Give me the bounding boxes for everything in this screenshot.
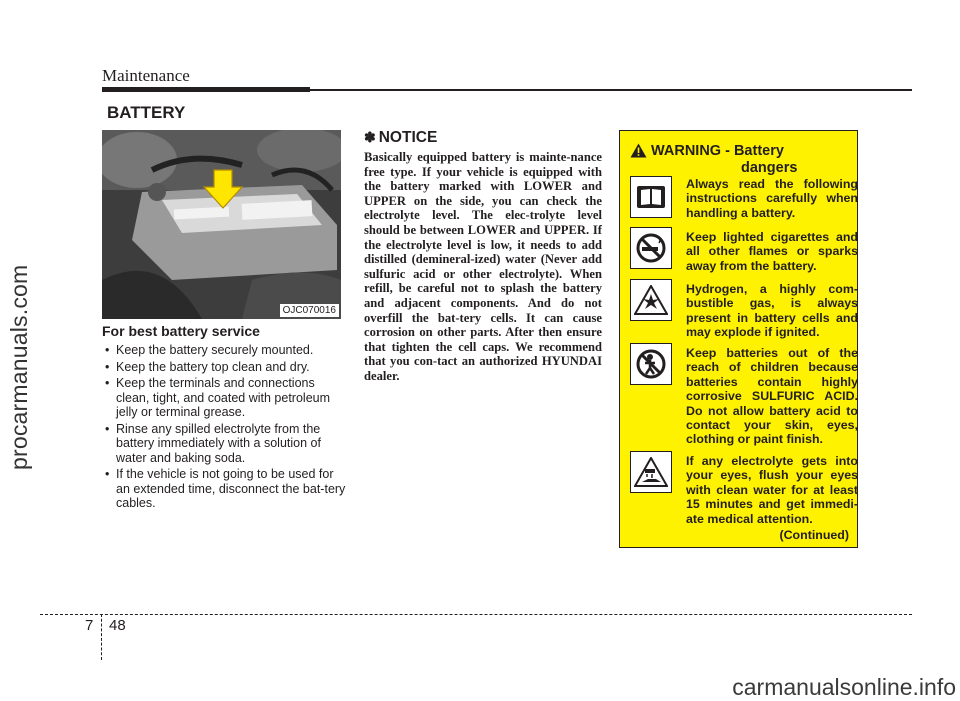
bullet-icon: • <box>105 467 110 481</box>
bullet-icon: • <box>105 359 110 374</box>
list-item: • Keep the battery securely mounted. <box>105 343 314 357</box>
continued-label: (Continued) <box>779 528 849 542</box>
acid-hazard-icon <box>630 451 672 493</box>
engine-bay-illustration <box>102 130 341 319</box>
page-number: 48 <box>109 617 126 634</box>
keep-away-children-icon <box>630 343 672 385</box>
battery-photo <box>102 130 341 319</box>
warning-triangle-icon <box>630 143 647 158</box>
warning-text: If any electrolyte gets into your eyes, flush your eyes with clean water for at least 15 minutes and get immedi-ate medical attention. <box>686 454 858 526</box>
watermark-side[interactable]: procarmanuals.com <box>6 264 32 470</box>
bullet-icon: • <box>105 421 110 436</box>
list-item: • Keep the terminals and connections clean, tight, and coated with petroleum jelly or terminal grease. <box>105 376 331 419</box>
warning-text: Hydrogen, a highly com-bustible gas, is always present in battery cells and may explode if ignited. <box>686 282 858 340</box>
service-heading: For best battery service <box>102 323 260 339</box>
notice-text: Basically equipped battery is mainte-nance free type. If your vehicle is equipped with the battery marked with LOWER and UPPER on the side, you can check the electrolyte level. The elec-trolyte level should be between LOWER and UPPER. If the electrolyte level is low, it needs to add distilled (demineral-ized) water (Never add sulfuric acid or other electrolyte). When refill, be careful not to splash the battery and adjacent components. And do not overfill the bat-tery cells. It can cause corrosion on other parts. After then ensure that tighten the cell caps. We recommend that you con-tact an authorized HYUNDAI dealer. <box>364 150 602 383</box>
battery-heading: BATTERY <box>107 103 186 122</box>
footer-divider <box>101 614 102 660</box>
photo-code: OJC070016 <box>280 304 339 317</box>
watermark-bottom[interactable]: carmanualsonline.info <box>732 674 956 700</box>
no-smoking-icon <box>630 227 672 269</box>
notice-star-icon: ✽ <box>364 129 376 145</box>
warning-text: Keep lighted cigarettes and all other flames or sparks away from the battery. <box>686 230 858 273</box>
warning-text: Always read the following instructions carefully when handling a battery. <box>686 177 858 220</box>
list-item: • If the vehicle is not going to be used for an extended time, disconnect the bat-tery cables. <box>105 467 346 510</box>
bullet-icon: • <box>105 343 110 357</box>
warning-box <box>619 130 858 548</box>
section-header: Maintenance <box>102 66 190 85</box>
service-tips-list <box>102 343 346 513</box>
explosion-icon <box>630 279 672 321</box>
warning-subtitle: dangers <box>741 160 798 176</box>
warning-text: Keep batteries out of the reach of children because batteries contain highly corrosive SULFURIC ACID. Do not allow battery acid to contact your skin, eyes, clothing or paint finish. <box>686 346 858 447</box>
list-item: • Rinse any spilled electrolyte from the battery immediately with a solution of water and baking soda. <box>105 421 321 465</box>
header-bar-thick <box>102 87 310 92</box>
list-item: • Keep the battery top clean and dry. <box>105 359 310 374</box>
bullet-icon: • <box>105 376 110 390</box>
notice-heading: ✽ NOTICE <box>364 129 438 146</box>
footer-rule <box>40 614 912 615</box>
warning-title: WARNING - Battery <box>651 143 784 159</box>
header-bar-thin <box>310 89 912 91</box>
chapter-number: 7 <box>85 617 94 634</box>
book-icon <box>630 176 672 218</box>
